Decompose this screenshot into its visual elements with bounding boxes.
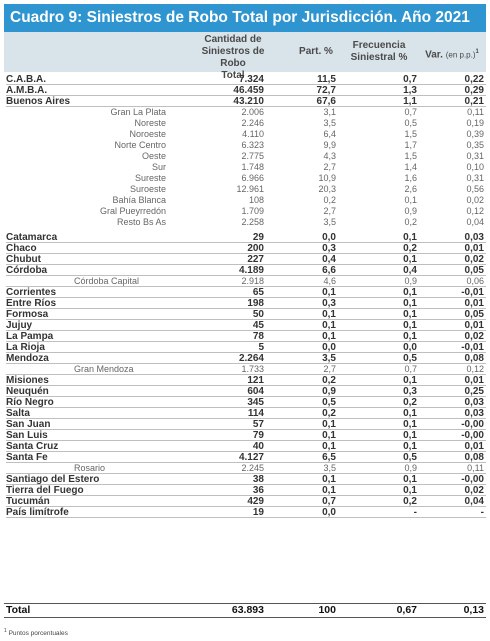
row-var: 0,04	[464, 496, 484, 507]
header-cantidad-line1: Cantidad de	[204, 34, 262, 45]
row-frec: 0,1	[404, 195, 417, 205]
table-row	[4, 386, 486, 397]
row-name: Norte Centro	[114, 140, 166, 150]
table-subrow	[4, 364, 486, 375]
row-name: Noroeste	[129, 129, 166, 139]
row-var: 0,01	[464, 298, 484, 309]
row-var: 0,05	[464, 265, 484, 276]
row-cant: 121	[247, 375, 264, 386]
row-name: Resto Bs As	[116, 217, 166, 227]
footnote-mark: 1	[4, 628, 7, 634]
table-row	[4, 496, 486, 507]
row-var: 0,31	[466, 151, 484, 161]
row-cant: 79	[252, 430, 264, 441]
row-part: 0,1	[322, 441, 336, 452]
table-subrow	[4, 162, 486, 173]
total-var: 0,13	[463, 604, 484, 616]
row-cant: 2.264	[238, 353, 264, 364]
row-var: -	[480, 507, 484, 518]
table-subrow	[4, 195, 486, 206]
row-part: 3,5	[322, 353, 336, 364]
table-subrow	[4, 173, 486, 184]
row-part: 0,0	[322, 232, 336, 243]
row-cant: 78	[252, 331, 264, 342]
row-var: 0,39	[466, 129, 484, 139]
row-name: Neuquén	[6, 386, 49, 397]
table-subrow	[4, 463, 486, 474]
row-frec: 0,1	[403, 232, 417, 243]
row-part: 3,5	[323, 463, 336, 473]
row-part: 67,6	[316, 96, 336, 107]
row-frec: 0,1	[403, 298, 417, 309]
total-cant: 63.893	[231, 604, 264, 616]
row-cant: 2.258	[241, 217, 264, 227]
row-cant: 2.245	[241, 463, 264, 473]
table-title: Cuadro 9: Siniestros de Robo Total por Jurisdicción. Año 2021	[4, 4, 486, 32]
table-subrow	[4, 118, 486, 129]
table-body	[4, 74, 486, 518]
row-part: 2,7	[323, 364, 336, 374]
table-row	[4, 331, 486, 342]
row-name: La Pampa	[6, 331, 54, 342]
row-var: -0,01	[461, 287, 484, 298]
row-cant: 36	[252, 485, 264, 496]
row-name: Formosa	[6, 309, 49, 320]
table-row	[4, 309, 486, 320]
table-row	[4, 452, 486, 463]
row-name: Buenos Aires	[6, 96, 71, 107]
row-name: Santa Fe	[6, 452, 48, 463]
row-name: País limítrofe	[6, 507, 69, 518]
row-part: 0,1	[322, 309, 336, 320]
row-name: San Juan	[6, 419, 51, 430]
row-part: 0,1	[322, 430, 336, 441]
row-name: Catamarca	[6, 232, 58, 243]
row-name: Mendoza	[6, 353, 49, 364]
table-subrow	[4, 276, 486, 287]
row-name: Jujuy	[6, 320, 33, 331]
table-row	[4, 441, 486, 452]
table-row	[4, 408, 486, 419]
row-cant: 38	[252, 474, 264, 485]
row-part: 0,4	[322, 254, 336, 265]
row-var: 0,10	[466, 162, 484, 172]
row-frec: 0,1	[403, 419, 417, 430]
row-var: 0,02	[464, 485, 484, 496]
table-row	[4, 74, 486, 85]
row-part: 4,3	[323, 151, 336, 161]
table-row	[4, 375, 486, 386]
row-frec: 0,2	[404, 217, 417, 227]
row-var: -0,00	[461, 474, 484, 485]
table-row	[4, 96, 486, 107]
row-frec: 2,6	[404, 184, 417, 194]
row-name: Sureste	[134, 173, 166, 183]
row-frec: 0,5	[403, 353, 417, 364]
row-cant: 227	[247, 254, 264, 265]
row-frec: 0,1	[403, 287, 417, 298]
header-var-mark: 1	[475, 49, 479, 55]
header-frecuencia	[349, 40, 409, 64]
row-name: Río Negro	[6, 397, 54, 408]
row-cant: 12.961	[236, 184, 264, 194]
row-name: Salta	[6, 408, 30, 419]
row-frec: 1,5	[404, 151, 417, 161]
row-cant: 5	[258, 342, 264, 353]
row-cant: 2.246	[241, 118, 264, 128]
table-subrow	[4, 206, 486, 217]
row-cant: 200	[247, 243, 264, 254]
row-frec: 0,2	[403, 397, 417, 408]
row-frec: 0,1	[403, 331, 417, 342]
row-name: Tierra del Fuego	[6, 485, 84, 496]
row-var: 0,35	[466, 140, 484, 150]
table-subrow	[4, 151, 486, 162]
header-frec-line1: Frecuencia	[352, 40, 406, 51]
total-label: Total	[6, 604, 31, 616]
row-cant: 4.189	[238, 265, 264, 276]
row-part: 6,5	[322, 452, 336, 463]
row-cant: 198	[247, 298, 264, 309]
footnote-text: Puntos porcentuales	[8, 630, 68, 638]
header-var	[416, 46, 488, 61]
row-name: Córdoba Capital	[74, 276, 140, 286]
row-part: 6,4	[323, 129, 336, 139]
row-cant: 6.966	[241, 173, 264, 183]
row-frec: 0,9	[404, 463, 417, 473]
row-var: 0,03	[464, 397, 484, 408]
header-var-label: Var.	[425, 49, 443, 61]
row-frec: 0,9	[404, 276, 417, 286]
row-var: 0,11	[467, 463, 484, 473]
row-part: 0,0	[322, 507, 336, 518]
row-cant: 6.323	[241, 140, 264, 150]
row-var: 0,05	[464, 309, 484, 320]
row-cant: 19	[252, 507, 264, 518]
row-part: 0,2	[322, 408, 336, 419]
row-part: 3,1	[323, 107, 336, 117]
row-frec: 0,2	[403, 496, 417, 507]
row-part: 72,7	[316, 85, 336, 96]
row-frec: 0,0	[403, 342, 417, 353]
row-cant: 2.006	[241, 107, 264, 117]
row-var: 0,11	[467, 107, 484, 117]
row-var: 0,01	[464, 320, 484, 331]
row-frec: 0,1	[403, 375, 417, 386]
row-part: 0,2	[323, 195, 336, 205]
row-name: C.A.B.A.	[6, 74, 46, 85]
row-cant: 1.733	[241, 364, 264, 374]
row-frec: 0,4	[403, 265, 417, 276]
total-part: 100	[318, 604, 336, 616]
row-cant: 2.775	[241, 151, 264, 161]
row-name: Noreste	[134, 118, 166, 128]
row-var: 0,12	[466, 206, 484, 216]
table-row	[4, 474, 486, 485]
row-var: 0,12	[466, 364, 484, 374]
row-part: 0,5	[322, 397, 336, 408]
row-frec: 0,1	[403, 408, 417, 419]
row-cant: 50	[252, 309, 264, 320]
row-cant: 57	[252, 419, 264, 430]
row-frec: 0,2	[403, 243, 417, 254]
row-frec: 1,7	[404, 140, 417, 150]
table-row	[4, 254, 486, 265]
row-frec: 0,7	[404, 364, 417, 374]
row-frec: 0,1	[403, 309, 417, 320]
row-var: 0,02	[466, 195, 484, 205]
row-name: Chubut	[6, 254, 41, 265]
table-row	[4, 320, 486, 331]
row-frec: 0,7	[404, 107, 417, 117]
row-cant: 604	[247, 386, 264, 397]
table-row	[4, 419, 486, 430]
row-part: 2,7	[323, 206, 336, 216]
row-var: 0,01	[464, 441, 484, 452]
row-cant: 429	[247, 496, 264, 507]
row-name: Rosario	[74, 463, 106, 473]
row-frec: -	[413, 507, 417, 518]
row-var: 0,25	[464, 386, 484, 397]
row-frec: 1,1	[403, 96, 417, 107]
row-frec: 0,1	[403, 320, 417, 331]
row-var: 0,01	[464, 375, 484, 386]
row-name: Gral Pueyrredón	[99, 206, 166, 216]
row-part: 0,1	[322, 419, 336, 430]
row-name: Gran Mendoza	[74, 364, 134, 374]
row-part: 3,5	[323, 118, 336, 128]
row-var: 0,03	[464, 232, 484, 243]
row-name: Suroeste	[129, 184, 166, 194]
row-var: 0,22	[464, 74, 484, 85]
row-cant: 1.748	[241, 162, 264, 172]
row-name: Córdoba	[6, 265, 48, 276]
row-part: 0,2	[322, 375, 336, 386]
row-frec: 0,1	[403, 254, 417, 265]
row-var: 0,02	[464, 331, 484, 342]
row-name: Gran La Plata	[110, 107, 166, 117]
row-part: 0,9	[322, 386, 336, 397]
row-name: Santa Cruz	[6, 441, 59, 452]
row-var: 0,56	[466, 184, 484, 194]
total-row	[4, 603, 486, 618]
table-row	[4, 265, 486, 276]
row-var: 0,03	[464, 408, 484, 419]
row-name: San Luis	[6, 430, 48, 441]
table-subrow	[4, 184, 486, 195]
row-part: 11,5	[317, 74, 336, 85]
row-cant: 46.459	[233, 85, 264, 96]
table-row	[4, 243, 486, 254]
row-cant: 45	[252, 320, 264, 331]
row-cant: 29	[252, 232, 264, 243]
table-row	[4, 485, 486, 496]
row-part: 4,6	[323, 276, 336, 286]
row-cant: 43.210	[233, 96, 264, 107]
row-var: 0,08	[464, 452, 484, 463]
table-row	[4, 287, 486, 298]
row-cant: 40	[252, 441, 264, 452]
row-part: 20,3	[318, 184, 336, 194]
row-name: Misiones	[6, 375, 49, 386]
row-part: 9,9	[323, 140, 336, 150]
row-name: Entre Ríos	[6, 298, 57, 309]
header-var-unit: (en p.p.)	[445, 50, 476, 60]
row-part: 0,1	[322, 474, 336, 485]
header-part: Part. %	[299, 46, 333, 57]
table-subrow	[4, 129, 486, 140]
row-var: 0,06	[466, 276, 484, 286]
row-name: Sur	[151, 162, 166, 172]
row-frec: 0,5	[404, 118, 417, 128]
row-name: Tucumán	[6, 496, 50, 507]
row-name: Santiago del Estero	[6, 474, 100, 485]
row-frec: 0,5	[403, 452, 417, 463]
row-part: 10,9	[318, 173, 336, 183]
row-name: Oeste	[141, 151, 166, 161]
row-part: 0,3	[322, 298, 336, 309]
header-cantidad-line2: Siniestros de Robo	[201, 46, 265, 69]
table-subrow	[4, 107, 486, 118]
row-cant: 65	[252, 287, 264, 298]
row-part: 2,7	[323, 162, 336, 172]
table-row	[4, 85, 486, 96]
row-frec: 0,1	[403, 441, 417, 452]
row-part: 0,7	[322, 496, 336, 507]
row-cant: 4.110	[242, 129, 264, 139]
row-frec: 1,6	[404, 173, 417, 183]
row-frec: 0,1	[403, 485, 417, 496]
row-var: -0,00	[461, 430, 484, 441]
table-row	[4, 342, 486, 353]
row-part: 0,1	[322, 331, 336, 342]
row-frec: 1,4	[404, 162, 417, 172]
table-row	[4, 298, 486, 309]
row-part: 0,1	[322, 287, 336, 298]
row-name: Chaco	[6, 243, 37, 254]
table-row	[4, 232, 486, 243]
row-var: 0,04	[466, 217, 484, 227]
row-frec: 0,7	[403, 74, 417, 85]
row-frec: 0,3	[403, 386, 417, 397]
table-row	[4, 397, 486, 408]
row-var: 0,21	[464, 96, 484, 107]
row-var: 0,19	[466, 118, 484, 128]
row-cant: 114	[247, 408, 264, 419]
row-part: 0,3	[322, 243, 336, 254]
row-name: A.M.B.A.	[6, 85, 48, 96]
row-cant: 4.127	[238, 452, 264, 463]
header-cantidad-line3: Total	[221, 70, 245, 81]
total-frec: 0,67	[396, 604, 417, 616]
row-name: La Rioja	[6, 342, 45, 353]
header-frec-line2: Siniestral %	[350, 52, 408, 63]
row-var: 0,01	[464, 243, 484, 254]
row-var: 0,08	[464, 353, 484, 364]
row-part: 0,1	[322, 485, 336, 496]
row-name: Corrientes	[6, 287, 57, 298]
row-frec: 1,5	[404, 129, 417, 139]
row-frec: 1,3	[403, 85, 417, 96]
row-part: 0,0	[322, 342, 336, 353]
row-cant: 345	[247, 397, 264, 408]
row-cant: 108	[248, 195, 264, 205]
row-part: 6,6	[322, 265, 336, 276]
footnote	[4, 628, 68, 637]
row-frec: 0,1	[403, 474, 417, 485]
row-var: -0,00	[461, 419, 484, 430]
row-var: -0,01	[461, 342, 484, 353]
table-subrow	[4, 140, 486, 151]
row-frec: 0,1	[403, 430, 417, 441]
table-row	[4, 430, 486, 441]
row-var: 0,29	[464, 85, 484, 96]
table-row	[4, 507, 486, 518]
row-name: Bahía Blanca	[112, 195, 166, 205]
row-frec: 0,9	[404, 206, 417, 216]
row-cant: 2.918	[241, 276, 264, 286]
row-cant: 1.709	[241, 206, 264, 216]
row-cant: 7.324	[238, 74, 264, 85]
row-var: 0,02	[464, 254, 484, 265]
row-part: 0,1	[322, 320, 336, 331]
table-subrow	[4, 217, 486, 228]
table-row	[4, 353, 486, 364]
row-part: 3,5	[323, 217, 336, 227]
row-var: 0,31	[466, 173, 484, 183]
